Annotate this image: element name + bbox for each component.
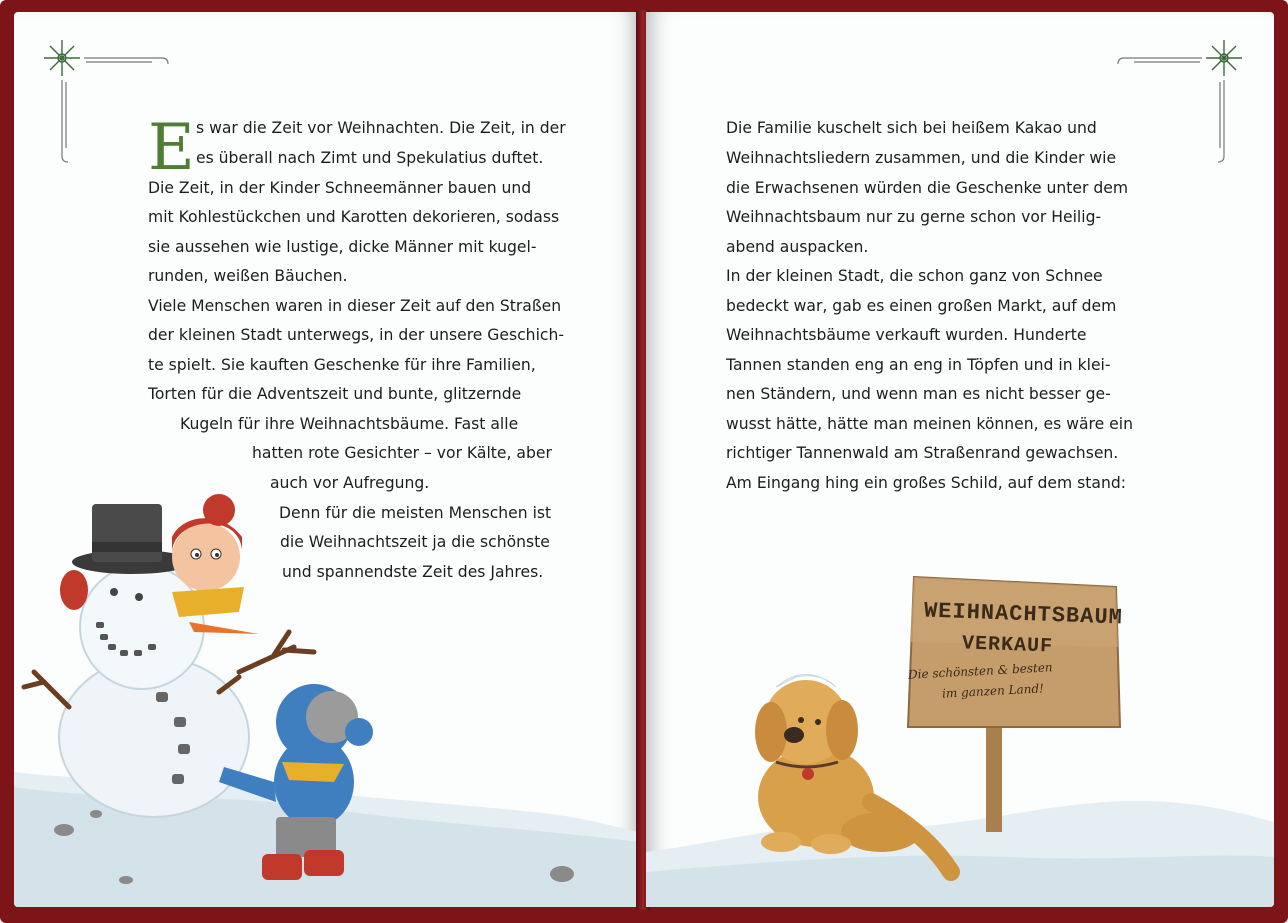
text-line: richtiger Tannenwald am Straßenrand gewachsen. [726,444,1119,462]
dropcap-letter: E [148,111,195,185]
text-line: Weihnachtsliedern zusammen, und die Kinder wie [726,149,1117,167]
text-line: Die Zeit, in der Kinder Schneemänner bauen und [148,179,532,197]
text-line: Weihnachtsbäume verkauft wurden. Hunderte [726,326,1087,344]
sign-subtitle: VERKAUF [961,632,1054,659]
text-line: nen Ständern, und wenn man es nicht besser ge- [726,385,1111,403]
text-line: Denn für die meisten Menschen ist [279,504,552,522]
text-line: Viele Menschen waren in dieser Zeit auf den Straßen [148,297,562,315]
text-line: Tannen standen eng an eng in Töpfen und in klei- [726,356,1111,374]
text-line: s war die Zeit vor Weihnachten. Die Zeit, in der [196,119,566,137]
text-line: Kugeln für ihre Weihnachtsbäume. Fast alle [180,415,519,433]
text-line: Am Eingang hing ein großes Schild, auf dem stand: [726,474,1126,492]
text-line: runden, weißen Bäuchen. [148,267,348,285]
right-page [646,12,1274,907]
text-line: bedeckt war, gab es einen großen Markt, auf dem [726,297,1117,315]
text-line: Torten für die Adventszeit und bunte, glitzernde [148,385,522,403]
text-line: sie aussehen wie lustige, dicke Männer mit kugel- [148,238,537,256]
text-line: Weihnachtsbaum nur zu gerne schon vor Heilig- [726,208,1102,226]
text-line: In der kleinen Stadt, die schon ganz von Schnee [726,267,1103,285]
text-line: te spielt. Sie kauften Geschenke für ihre Familien, [148,356,536,374]
text-line: die Weihnachtszeit ja die schönste [280,533,550,551]
sign-title: WEIHNACHTSBAUM [923,598,1124,631]
text-line: wusst hätte, hätte man meinen können, es wäre ein [726,415,1133,433]
text-line: mit Kohlestückchen und Karotten dekorieren, sodass [148,208,560,226]
sign-slogan-line2: im ganzen Land! [941,681,1045,701]
left-page [14,12,640,907]
snowman-illustration [14,482,640,907]
snowflake-corner-icon [1104,38,1244,178]
text-line: auch vor Aufregung. [270,474,430,492]
sign-slogan-line1: Die schönsten & besten [907,660,1053,682]
text-line: es überall nach Zimt und Spekulatius duftet. [196,149,544,167]
text-line: Die Familie kuschelt sich bei heißem Kakao und [726,119,1097,137]
text-line: abend auspacken. [726,238,869,256]
text-line: der kleinen Stadt unterwegs, in der unsere Geschich- [148,326,564,344]
text-line: die Erwachsenen würden die Geschenke unter dem [726,179,1129,197]
text-line: und spannendste Zeit des Jahres. [282,563,544,581]
text-line: hatten rote Gesichter – vor Kälte, aber [252,444,552,462]
